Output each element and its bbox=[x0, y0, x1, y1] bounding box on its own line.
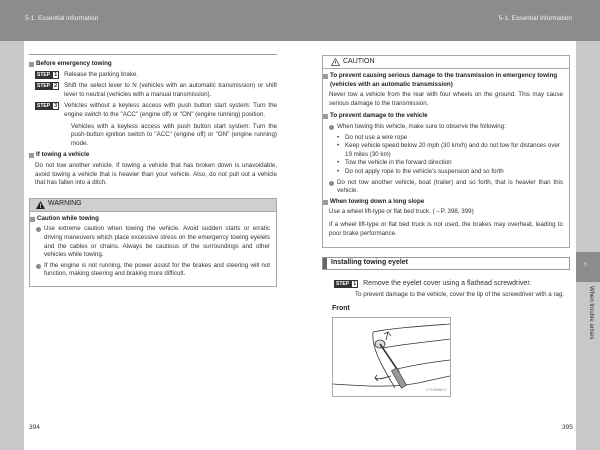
chapter-tab-label: When trouble arises bbox=[588, 286, 594, 340]
square-bullet-icon bbox=[323, 74, 328, 79]
square-bullet-icon bbox=[29, 153, 34, 158]
right-section-title: 5-1. Essential information bbox=[498, 15, 572, 22]
step-3-keyless-note: Vehicles with a keyless access with push button start system: Turn the push-button ignition switch to "ACC" (engine off) or "ON" (engine running) mode. bbox=[71, 122, 277, 147]
caution-body bbox=[323, 69, 569, 247]
chapter-tab[interactable] bbox=[576, 252, 600, 282]
eyelet-cover-illustration bbox=[332, 317, 451, 397]
observe-item: • Tow the vehicle in the forward direction bbox=[337, 159, 452, 167]
left-section-title: 5-1. Essential information bbox=[25, 15, 99, 22]
step-1: STEP 1 Release the parking brake. bbox=[37, 70, 139, 78]
observe-item: • Do not apply rope to the vehicle's suspension and so forth bbox=[337, 167, 504, 175]
observe-intro: When towing this vehicle, make sure to observe the following: bbox=[329, 123, 563, 132]
warning-triangle-icon bbox=[36, 201, 45, 209]
observe-item: • Keep vehicle speed below 20 mph (30 km/h) and do not tow for distances over 19 miles (30 km) bbox=[337, 142, 560, 158]
step-badge: STEP 1 bbox=[37, 71, 58, 78]
front-label: Front bbox=[332, 305, 350, 313]
step-2: STEP 2 Shift the select lever to N (vehicles with an automatic transmission) or shift lever to neutral (vehicles with a manual transmission). bbox=[37, 82, 277, 98]
left-margin-strip bbox=[0, 41, 24, 450]
warning-body bbox=[30, 212, 276, 286]
section-heading-if-towing: If towing a vehicle bbox=[29, 151, 277, 160]
square-bullet-icon bbox=[323, 114, 328, 119]
warning-bullet: If the engine is not running, the power assist for the brakes and steering will not function, making steering and braking more difficult. bbox=[36, 262, 270, 279]
section-heading-before-towing: Before emergency towing bbox=[29, 60, 277, 69]
square-bullet-icon bbox=[30, 217, 35, 222]
page-number-left: 394 bbox=[29, 424, 40, 431]
caution-heading-damage: To prevent damage to the vehicle bbox=[323, 112, 563, 121]
step-3: STEP 3 Vehicles without a keyless access with push button start system: Turn the engine switch to the "ACC" (engine off) or "ON" (engine running) position. bbox=[37, 102, 277, 118]
left-page bbox=[29, 60, 277, 287]
round-bullet-icon bbox=[36, 227, 41, 232]
step-badge: STEP 1 bbox=[336, 281, 357, 288]
heavier-note: Do not tow another vehicle, boat (trailer) and so forth, that is heavier than this vehicle. bbox=[329, 179, 563, 196]
installing-eyelet-heading: Installing towing eyelet bbox=[322, 257, 570, 270]
right-page bbox=[322, 55, 570, 397]
install-step-note: To prevent damage to the vehicle, cover the tip of the screwdriver with a rag. bbox=[355, 290, 565, 298]
observe-item: • Do not use a wire rope bbox=[337, 133, 408, 141]
caution-box bbox=[322, 55, 570, 248]
page-header-bar bbox=[0, 0, 600, 41]
warning-subheading: Caution while towing bbox=[30, 215, 270, 224]
round-bullet-icon bbox=[329, 125, 334, 130]
page-number-right: 395 bbox=[562, 424, 573, 431]
slope-text-1: Use a wheel lift-type or flat bed truck. (→P. 398, 399) bbox=[329, 208, 474, 216]
caution-header: CAUTION bbox=[323, 56, 569, 69]
top-rule bbox=[29, 54, 277, 55]
step-badge: STEP 2 bbox=[37, 83, 58, 90]
slope-text-2: If a wheel lift-type or flat bed truck is not used, the brakes may overheat, leading to poor brake performance. bbox=[329, 220, 563, 237]
round-bullet-icon bbox=[36, 264, 41, 269]
observe-list bbox=[337, 134, 563, 177]
round-bullet-icon bbox=[329, 181, 334, 186]
square-bullet-icon bbox=[323, 200, 328, 205]
caution-transmission-text: Never tow a vehicle from the rear with four wheels on the ground. This may cause serious damage to the transmission. bbox=[329, 91, 563, 107]
square-bullet-icon bbox=[29, 62, 34, 67]
warning-bullet: Use extreme caution when towing the vehicle. Avoid sudden starts or erratic driving maneuvers which place excessive stress on the emergency towing eyelets and the cables or chains. Always be cautious of the surroundings and other vehicles while towing. bbox=[36, 225, 270, 259]
heading-bar bbox=[323, 258, 327, 269]
step-badge: STEP 3 bbox=[37, 103, 58, 110]
chapter-tab-number: 5 bbox=[584, 262, 587, 268]
caution-heading-transmission: To prevent causing serious damage to the transmission in emergency towing (vehicles with an automatic transmission) bbox=[323, 72, 563, 89]
screwdriver-illustration-icon bbox=[333, 318, 450, 396]
warning-box bbox=[29, 198, 277, 287]
right-margin-strip bbox=[576, 41, 600, 450]
caution-triangle-icon bbox=[331, 58, 340, 66]
caution-heading-slope: When towing down a long slope bbox=[323, 198, 563, 207]
figure-code: CTH3WB017 bbox=[426, 388, 447, 393]
warning-header: WARNING bbox=[30, 199, 276, 212]
install-step-1: STEP 1 Remove the eyelet cover using a flathead screwdriver. bbox=[336, 280, 532, 288]
if-towing-text: Do not tow another vehicle. If towing a vehicle that has broken down is unavoidable, avoid towing a vehicle that is heavier than your vehicle. Also, do not pull out a vehicle that has fallen into a ditch. bbox=[35, 161, 277, 187]
